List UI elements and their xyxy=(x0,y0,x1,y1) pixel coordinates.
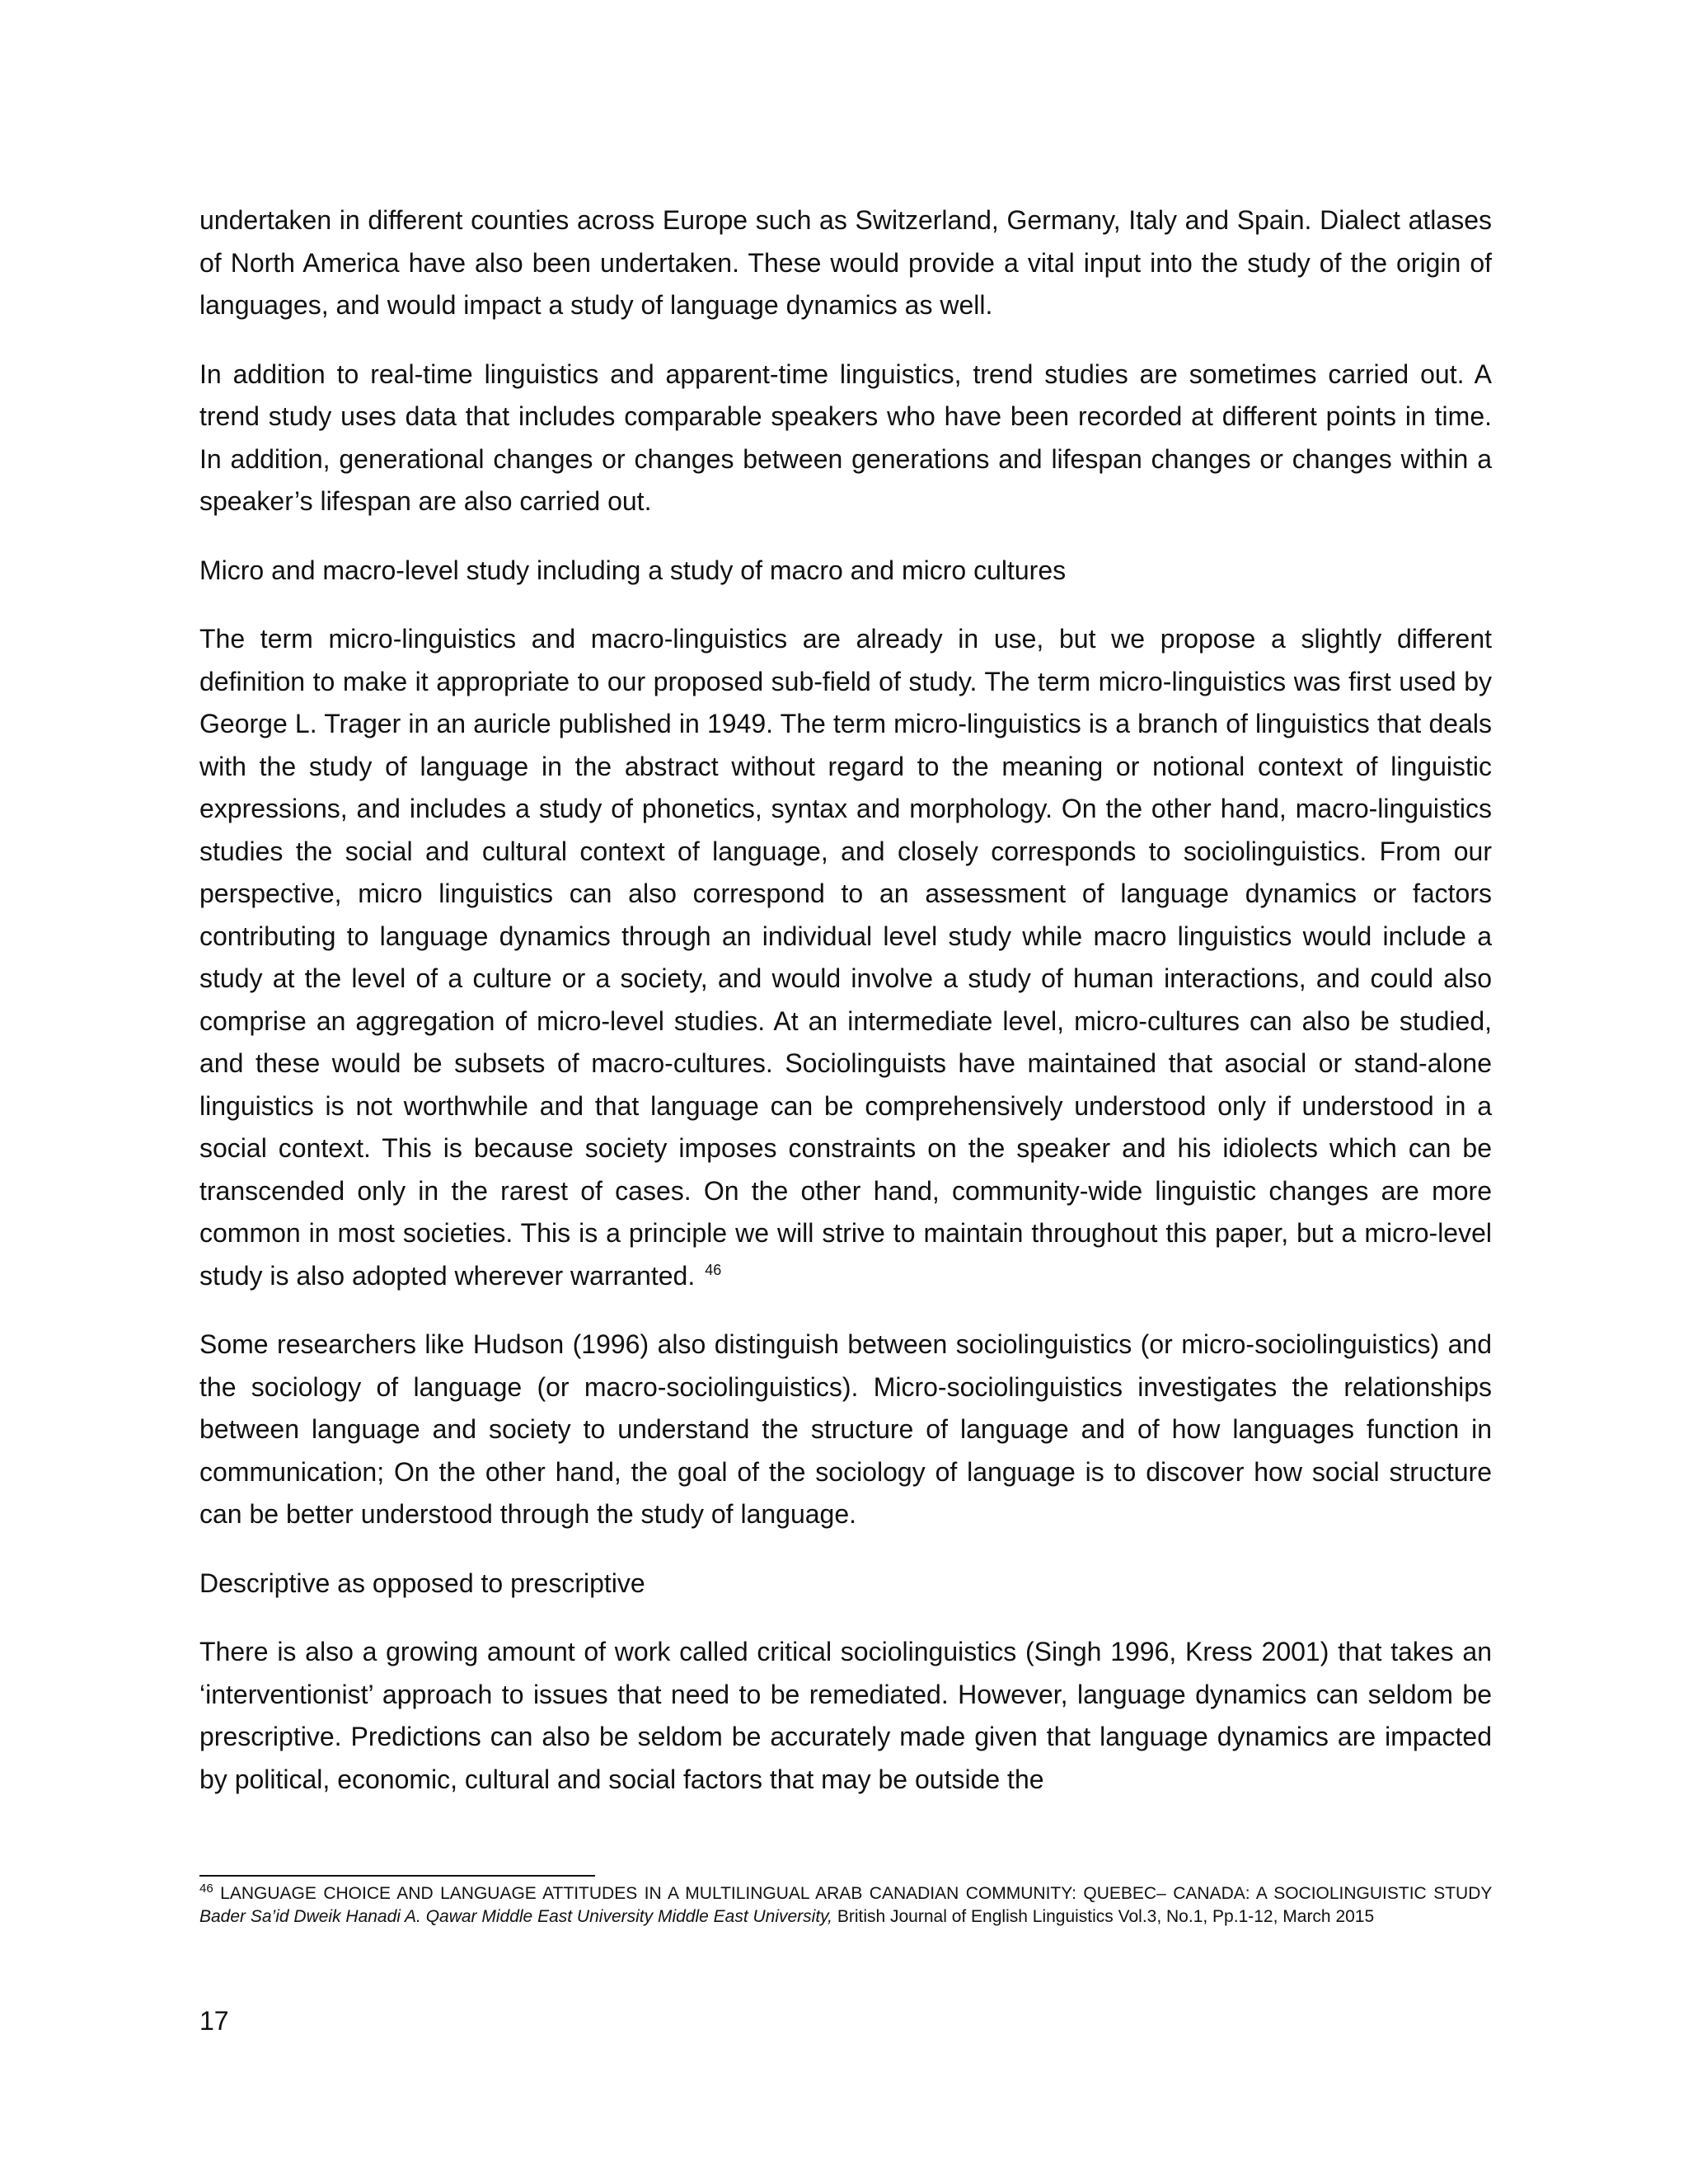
footnote-source: British Journal of English Linguistics Vol.3, No.1, Pp.1-12, March 2015 xyxy=(837,1907,1375,1926)
footnote-authors: Bader Sa’id Dweik Hanadi A. Qawar Middle East University Middle East University, xyxy=(199,1907,832,1926)
page-number: 17 xyxy=(199,2006,229,2036)
body-text xyxy=(199,199,1492,1827)
paragraph-trend-studies: In addition to real-time linguistics and apparent-time linguistics, trend studies are sometimes carried out. A trend study uses data that includes comparable speakers who have been recorded at different points in time. In addition, generational changes or changes between generations and lifespan changes or changes within a speaker’s lifespan are also carried out. xyxy=(199,359,1492,516)
footnote xyxy=(199,1882,1492,1929)
paragraph-micro-macro-text: The term micro-linguistics and macro-linguistics are already in use, but we propose a slightly different definition to make it appropriate to our proposed sub-field of study. The term micro-linguistics was first used by George L. Trager in an auricle published in 1949. The term micro-linguistics is a branch of linguistics that deals with the study of language in the abstract without regard to the meaning or notional context of linguistic expressions, and includes a study of phonetics, syntax and morphology. On the other hand, macro-linguistics studies the social and cultural context of language, and closely corresponds to sociolinguistics. From our perspective, micro linguistics can also correspond to an assessment of language dynamics or factors contributing to language dynamics through an individual level study while macro linguistics would include a study at the level of a culture or a society, and would involve a study of human interactions, and could also comprise an aggregation of micro-level studies. At an intermediate level, micro-cultures can also be studied, and these would be subsets of macro-cultures. Sociolinguists have maintained that asocial or stand-alone linguistics is not worthwhile and that language can be comprehensively understood only if understood in a social context. This is because society imposes constraints on the speaker and his idiolects which can be transcended only in the rarest of cases. On the other hand, community-wide linguistic changes are more common in most societies. This is a principle we will strive to maintain throughout this paper, but a micro-level study is also adopted wherever warranted. xyxy=(199,624,1492,1291)
paragraph-hudson: Some researchers like Hudson (1996) also distinguish between sociolinguistics (or micro-sociolinguistics) and the sociology of language (or macro-sociolinguistics). Micro-sociolinguistics investigates the relationships between language and society to understand the structure of language and of how languages function in communication; On the other hand, the goal of the sociology of language is to discover how social structure can be better understood through the study of language. xyxy=(199,1329,1492,1529)
paragraph-micro-macro-linguistics xyxy=(199,618,1492,1297)
footnote-reference[interactable]: 46 xyxy=(705,1261,722,1278)
footnote-divider xyxy=(199,1875,595,1877)
section-heading-descriptive: Descriptive as opposed to prescriptive xyxy=(199,1568,645,1598)
paragraph-dialect-atlases: undertaken in different counties across Europe such as Switzerland, Germany, Italy and Spain. Dialect atlases of North America have also been undertaken. These would provide a vital input into the study of the origin of languages, and would impact a study of language dynamics as well. xyxy=(199,205,1492,320)
section-heading-micro-macro: Micro and macro-level study including a study of macro and micro cultures xyxy=(199,555,1067,585)
footnote-title: LANGUAGE CHOICE AND LANGUAGE ATTITUDES IN A MULTILINGUAL ARAB CANADIAN COMMUNITY: QUEBEC– CANADA: A SOCIOLINGUISTIC STUDY xyxy=(220,1884,1492,1903)
paragraph-critical-sociolinguistics: There is also a growing amount of work called critical sociolinguistics (Singh 1996, Kress 2001) that takes an ‘interventionist’ approach to issues that need to be remediated. However, language dynamics can seldom be prescriptive. Predictions can also be seldom be accurately made given that language dynamics are impacted by political, economic, cultural and social factors that may be outside the xyxy=(199,1637,1492,1794)
footnote-number: 46 xyxy=(199,1882,213,1896)
